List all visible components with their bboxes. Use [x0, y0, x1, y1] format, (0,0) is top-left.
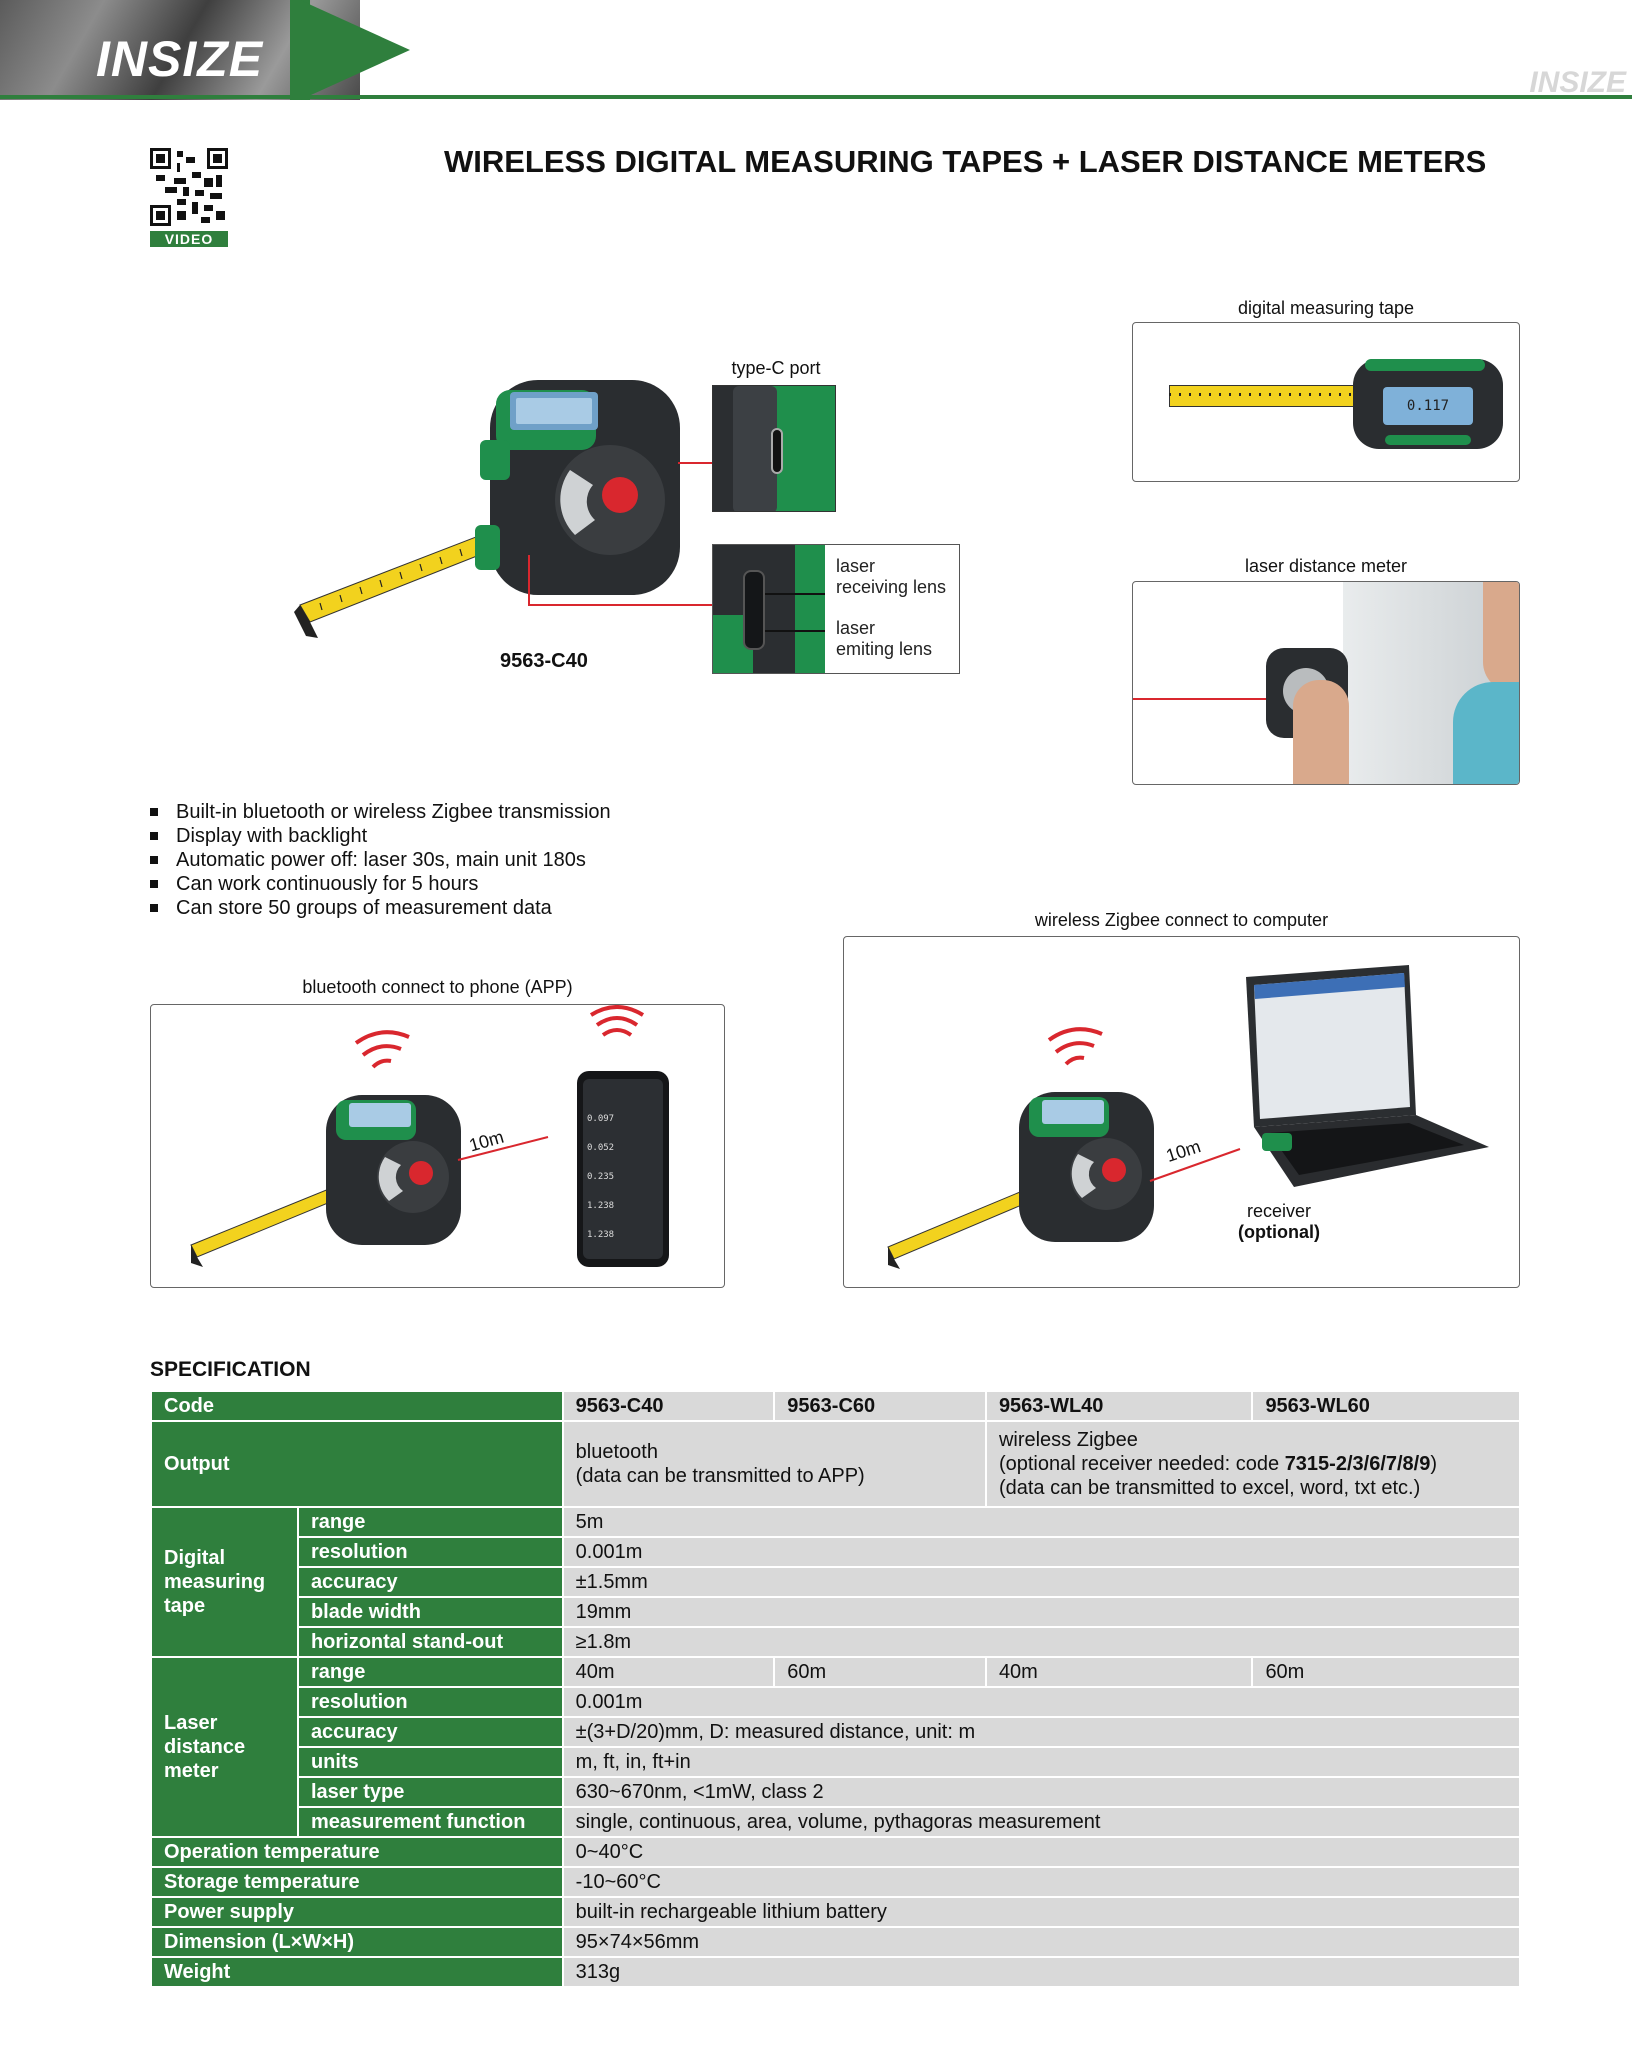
row-label: accuracy — [298, 1717, 563, 1747]
phone-reading: 1.238 — [587, 1230, 615, 1240]
qr-icon — [150, 148, 228, 226]
row-label: resolution — [298, 1537, 563, 1567]
output-bt-line: bluetooth — [575, 1441, 658, 1463]
table-row — [151, 1597, 1520, 1627]
table-row — [151, 1897, 1520, 1927]
connector-line — [678, 462, 712, 464]
row-label: units — [298, 1747, 563, 1777]
table-row — [151, 1627, 1520, 1657]
row-value: 19mm — [563, 1597, 1520, 1627]
distance-label: 10m — [1163, 1136, 1204, 1166]
caption-laser-meter: laser distance meter — [1244, 556, 1408, 576]
phone-readings — [587, 1105, 661, 1250]
laser-emiting-line1: laser — [836, 618, 876, 638]
row-label: Dimension (L×W×H) — [151, 1927, 563, 1957]
row-value: 60m — [774, 1657, 986, 1687]
feature-item: Display with backlight — [150, 824, 611, 848]
row-label: measurement function — [298, 1807, 563, 1837]
phone-reading: 1.238 — [587, 1201, 615, 1211]
bluetooth-image — [150, 1004, 725, 1288]
table-row — [151, 1807, 1520, 1837]
receiver-optional-text: (optional) — [1238, 1222, 1320, 1242]
row-value: -10~60°C — [563, 1867, 1520, 1897]
row-value: 40m — [563, 1657, 775, 1687]
phone-reading: 0.052 — [587, 1143, 615, 1153]
row-label: blade width — [298, 1597, 563, 1627]
table-row — [151, 1391, 1520, 1421]
table-row — [151, 1657, 1520, 1687]
receiver-codes: 7315-2/3/6/7/8/9 — [1284, 1453, 1431, 1475]
laser-receiving-line2: receiving lens — [836, 577, 947, 597]
caption-digital-tape: digital measuring tape — [1237, 298, 1415, 318]
row-value: m, ft, in, ft+in — [563, 1747, 1520, 1777]
video-label: VIDEO — [150, 231, 228, 247]
connector-line — [528, 604, 712, 606]
output-zigbee — [986, 1421, 1520, 1507]
table-row — [151, 1567, 1520, 1597]
header-arrow — [300, 0, 410, 100]
laser-meter-image — [1132, 581, 1520, 785]
zigbee-illustration — [844, 937, 1520, 1288]
table-row — [151, 1837, 1520, 1867]
table-row — [151, 1687, 1520, 1717]
header-rule — [0, 95, 1632, 99]
feature-item: Built-in bluetooth or wireless Zigbee transmission — [150, 800, 611, 824]
row-value: 40m — [986, 1657, 1253, 1687]
brand-logo: INSIZE — [96, 31, 264, 87]
video-qr-code[interactable] — [150, 148, 228, 247]
tape-group-label: Digital measuring tape — [151, 1507, 298, 1657]
row-value: ±1.5mm — [563, 1567, 1520, 1597]
tape-measure-main-image — [280, 360, 700, 660]
output-zb-line: (data can be transmitted to excel, word, txt etc.) — [998, 1477, 1421, 1499]
code-cell: 9563-C40 — [563, 1391, 775, 1421]
output-label: Output — [151, 1421, 563, 1507]
row-label: range — [298, 1507, 563, 1537]
model-label: 9563-C40 — [500, 650, 588, 672]
type-c-port-image — [712, 385, 836, 512]
table-row — [151, 1747, 1520, 1777]
output-zb-text: (optional receiver needed: code — [998, 1453, 1285, 1475]
row-value: single, continuous, area, volume, pythagoras measurement — [563, 1807, 1520, 1837]
output-zb-line — [999, 1452, 1507, 1476]
table-row — [151, 1507, 1520, 1537]
output-zb-text: ) — [1430, 1453, 1438, 1475]
feature-item: Can store 50 groups of measurement data — [150, 896, 611, 920]
table-row — [151, 1717, 1520, 1747]
spec-table — [150, 1390, 1521, 1988]
row-value: built-in rechargeable lithium battery — [563, 1897, 1520, 1927]
laser-receiving-line1: laser — [836, 556, 876, 576]
distance-label: 10m — [466, 1126, 506, 1156]
code-cell: 9563-WL40 — [986, 1391, 1253, 1421]
row-value: 313g — [563, 1957, 1520, 1987]
row-value: 630~670nm, <1mW, class 2 — [563, 1777, 1520, 1807]
caption-zigbee: wireless Zigbee connect to computer — [1034, 910, 1329, 930]
spec-title: SPECIFICATION — [150, 1358, 311, 1381]
row-label: Operation temperature — [151, 1837, 563, 1867]
code-label: Code — [151, 1391, 563, 1421]
phone-reading: 0.235 — [587, 1172, 615, 1182]
feature-item: Automatic power off: laser 30s, main unit 180s — [150, 848, 611, 872]
caption-bluetooth: bluetooth connect to phone (APP) — [302, 977, 573, 997]
row-value: ±(3+D/20)mm, D: measured distance, unit: m — [563, 1717, 1520, 1747]
page-title: WIRELESS DIGITAL MEASURING TAPES + LASER DISTANCE METERS — [444, 144, 1487, 179]
feature-list — [150, 800, 611, 920]
laser-emiting-line2: emiting lens — [836, 639, 933, 659]
row-value: 0.001m — [563, 1537, 1520, 1567]
row-value: 95×74×56mm — [563, 1927, 1520, 1957]
code-cell: 9563-WL60 — [1252, 1391, 1520, 1421]
row-label: laser type — [298, 1777, 563, 1807]
zigbee-image — [843, 936, 1520, 1288]
table-row — [151, 1867, 1520, 1897]
connector-line — [528, 555, 530, 605]
table-row — [151, 1537, 1520, 1567]
row-label: Weight — [151, 1957, 563, 1987]
laser-group-label: Laser distance meter — [151, 1657, 298, 1837]
output-zb-line: wireless Zigbee — [998, 1429, 1138, 1451]
tape-display: 0.117 — [1383, 387, 1473, 425]
table-row — [151, 1927, 1520, 1957]
receiver-label — [1234, 1201, 1324, 1243]
output-bluetooth — [563, 1421, 986, 1507]
row-value: 0.001m — [563, 1687, 1520, 1717]
row-value: 0~40°C — [563, 1837, 1520, 1867]
row-label: resolution — [298, 1687, 563, 1717]
output-bt-line: (data can be transmitted to APP) — [575, 1465, 865, 1487]
row-label: horizontal stand-out — [298, 1627, 563, 1657]
code-cell: 9563-C60 — [774, 1391, 986, 1421]
row-label: Power supply — [151, 1897, 563, 1927]
laser-receiving-label — [836, 556, 946, 598]
table-row — [151, 1777, 1520, 1807]
brand-logo-small: INSIZE — [1529, 66, 1626, 99]
row-label: range — [298, 1657, 563, 1687]
table-row — [151, 1957, 1520, 1987]
row-value: 60m — [1252, 1657, 1520, 1687]
feature-item: Can work continuously for 5 hours — [150, 872, 611, 896]
caption-type-c: type-C port — [731, 358, 821, 378]
row-value: 5m — [563, 1507, 1520, 1537]
receiver-text: receiver — [1246, 1201, 1312, 1221]
row-value: ≥1.8m — [563, 1627, 1520, 1657]
row-label: accuracy — [298, 1567, 563, 1597]
phone-reading: 0.097 — [587, 1114, 615, 1124]
page-header — [0, 0, 1632, 100]
row-label: Storage temperature — [151, 1867, 563, 1897]
laser-emiting-label — [836, 618, 932, 660]
digital-tape-image — [1132, 322, 1520, 482]
table-row — [151, 1421, 1520, 1507]
